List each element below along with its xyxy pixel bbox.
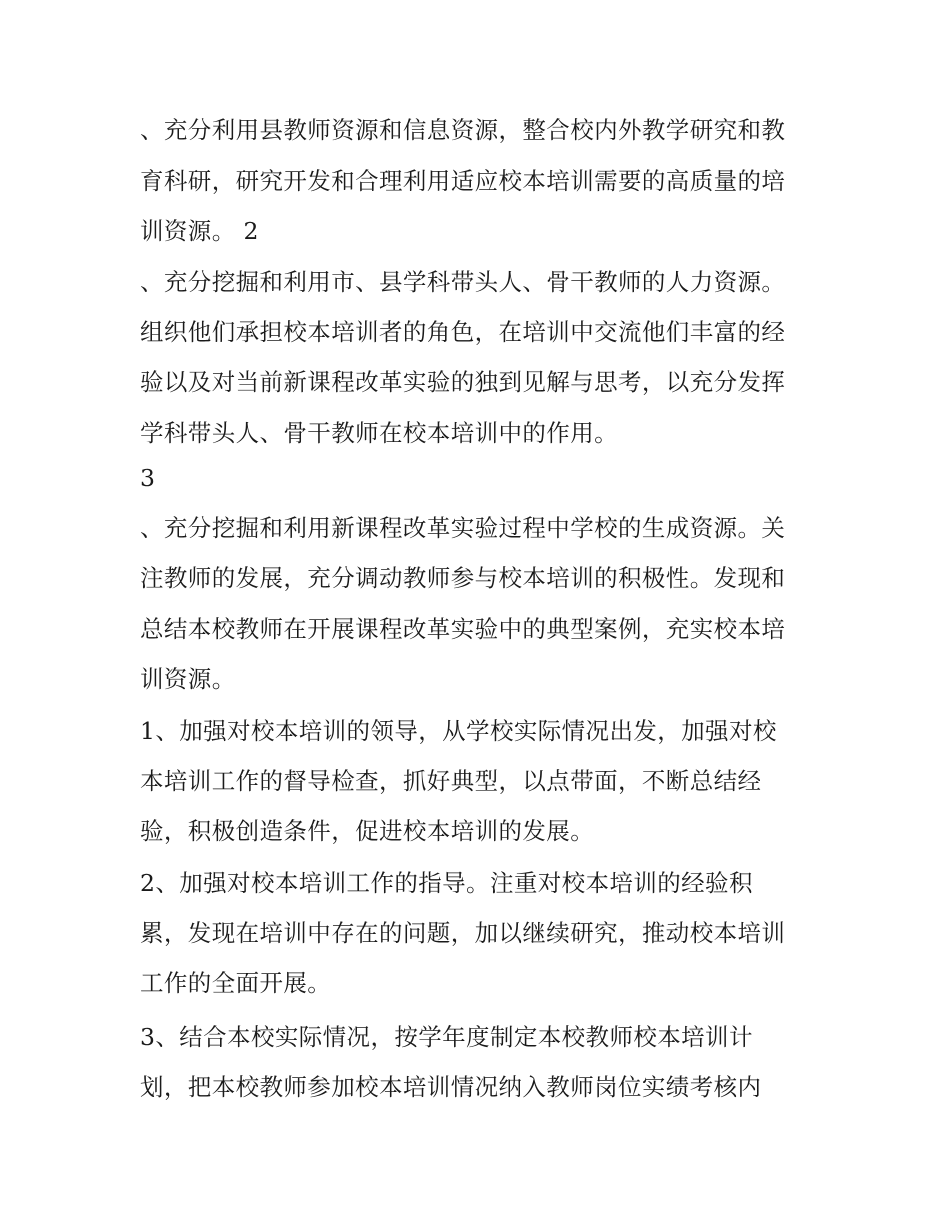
text-line: 工作的全面开展。 (140, 969, 332, 997)
text-line: 验以及对当前新课程改革实验的独到见解与思考，以充分发挥 (140, 368, 786, 396)
text-line: 组织他们承担校本培训者的角色，在培训中交流他们丰富的经 (140, 318, 786, 346)
text-line: 训资源。 2 (140, 217, 259, 245)
text-line: 划，把本校教师参加校本培训情况纳入教师岗位实绩考核内 (140, 1073, 762, 1101)
text-line: 3 (140, 464, 156, 492)
text-line: 、充分挖掘和利用市、县学科带头人、骨干教师的人力资源。 (140, 268, 786, 296)
text-line: 1、加强对校本培训的领导，从学校实际情况出发，加强对校 (140, 717, 777, 745)
text-line: 训资源。 (140, 665, 236, 693)
text-line: 验，积极创造条件，促进校本培训的发展。 (140, 817, 595, 845)
text-line: 2、加强对校本培训工作的指导。注重对校本培训的经验积 (140, 869, 753, 897)
text-line: 注教师的发展，充分调动教师参与校本培训的积极性。发现和 (140, 564, 786, 592)
text-line: 学科带头人、骨干教师在校本培训中的作用。 (140, 419, 618, 447)
text-line: 总结本校教师在开展课程改革实验中的典型案例，充实校本培 (140, 615, 786, 643)
text-line: 、充分挖掘和利用新课程改革实验过程中学校的生成资源。关 (140, 514, 786, 542)
text-line: 累，发现在培训中存在的问题，加以继续研究，推动校本培训 (140, 919, 786, 947)
text-line: 本培训工作的督导检查，抓好典型，以点带面，不断总结经 (140, 767, 762, 795)
text-line: 育科研，研究开发和合理利用适应校本培训需要的高质量的培 (140, 167, 786, 195)
text-line: 、充分利用县教师资源和信息资源，整合校内外教学研究和教 (140, 116, 786, 144)
text-line: 3、结合本校实际情况，按学年度制定本校教师校本培训计 (140, 1023, 753, 1051)
